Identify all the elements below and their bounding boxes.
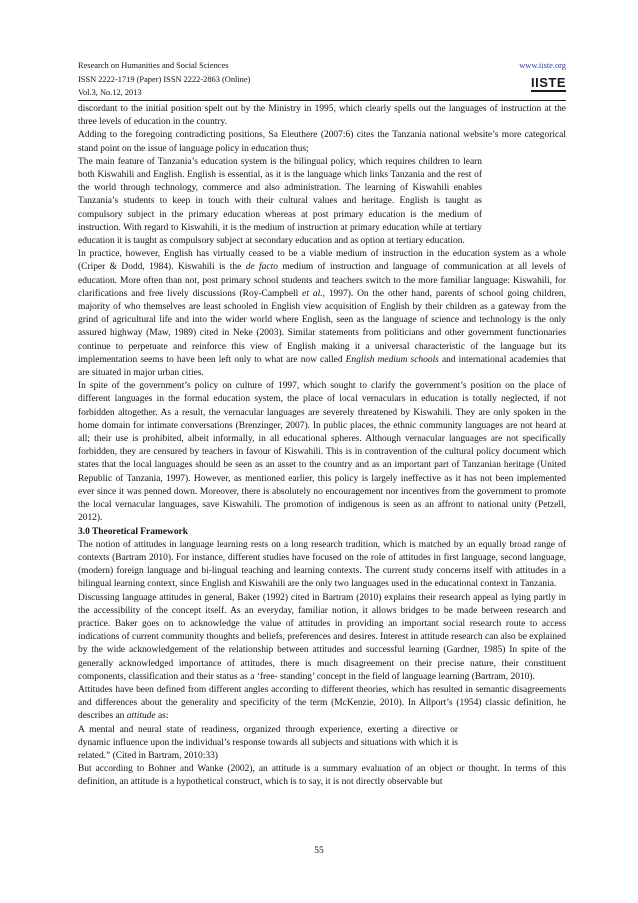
logo-text: IISTE: [530, 74, 566, 90]
page-number: 55: [314, 846, 324, 856]
issn-line: ISSN 2222-1719 (Paper) ISSN 2222-2863 (Online): [78, 74, 251, 84]
paragraph: discordant to the initial position spelt out by the Ministry in 1995, which clearly spells out the languages of instruction at the three levels of education in the country.: [78, 104, 566, 128]
logo-underline: [531, 90, 566, 92]
paragraph: The notion of attitudes in language learning rests on a long research tradition, which is matched by an equally broad range of contexts (Bartram 2010). For instance, different studies have focused on the role of attitudes in first language, second language, (modern) foreign language and bi-lingual teaching and learning contexts. The current study concerns itself with attitudes in a bilingual learning context, since English and Kiswahili are the only two languages used in the educational context in Tanzania.: [78, 539, 566, 590]
header-rule: [78, 100, 566, 101]
paragraph: In spite of the government’s policy on culture of 1997, which sought to clarify the government’s position on the place of different languages in the formal education system, the place of local vernaculars in education is totally neglected, if not forbidden altogether. As a result, the vernacular languages are severely threatened by Kiswahili. They are only spoken in the home domain for intimate conversations (Brenzinger, 2007). In public places, the ethnic community languages are not heard at all; their use is prohibited, albeit informally, in all educational spheres. Although vernacular languages are not specifically forbidden, they are censured by teachers in favour of Kiswahili. This is in contravention of the cultural policy document which states that the local languages should be seen as an asset to the country and as an important part of Tanzanian heritage (United Republic of Tanzania, 1997). However, as mentioned earlier, this policy is largely ineffective as it has not been implemented ever since it was penned down. Moreover, there is absolutely no encouragement nor incentives from the government to promote the local vernacular languages, save Kiswahili. The promotion of indigenous is seen as an affront to national unity (Petzell, 2012).: [78, 381, 566, 524]
article-body: [78, 103, 566, 790]
journal-url-link[interactable]: www.iiste.org: [519, 61, 566, 70]
paragraph: In practice, however, English has virtually ceased to be a viable medium of instruction in the education system as a whole (Criper & Dodd, 1984). Kiswahili is the de facto medium of instruction and language of communication at all levels of education. More often than not, post primary school students and teachers switch to the more familiar language: Kiswahili, for clarifications and free lively discussions (Roy-Campbell et al., 1997). On the other hand, parents of school going children, majority of who themselves are least schooled in English view acquisition of English by their children as a gateway from the grind of agricultural life and into the wider world where English, seen as the language of science and technology is the only assured highway (Maw, 1989) cited in Neke (2003). Similar statements from politicians and other government functionaries continue to perpetuate and reinforce this view of English making it a universal characteristic of the language but its implementation seems to have been left only to what are now called English medium schools and international academies that are situated in major urban cities.: [78, 249, 566, 379]
paragraph: Adding to the foregoing contradicting positions, Sa Eleuthere (2007:6) cites the Tanzania national website’s more categorical stand point on the issue of language policy in education thus;: [78, 130, 566, 154]
emphasis: attitude: [126, 711, 156, 722]
paragraph: Discussing language attitudes in general, Baker (1992) cited in Bartram (2010) explains their research appeal as lying partly in the accessibility of the concept itself. As an everyday, familiar notion, it allows bridges to be made between research and practice. Baker goes on to acknowledge the value of attitudes in providing an important social research route to access indications of current community thoughts and beliefs, preferences and desires. Interest in attitude research can also be explained by the wide acknowledgement of the relationship between attitudes and successful learning (Gardner, 1985) In spite of the generally acknowledged importance of attitudes, there is much disagreement on their precise nature, their constituent components, classification and their status as a ‘free- standing’ concept in the field of language learning (Bartram, 2010).: [78, 592, 566, 682]
paragraph: Attitudes have been defined from different angles according to different theories, which has resulted in semantic disagreements and differences about the generality and specificity of the term (McKenzie, 2010). In Allport’s (1954) classic definition, he describes an attitude as:: [78, 684, 566, 722]
iiste-logo: [531, 76, 566, 93]
volume-line: Vol.3, No.12, 2013: [78, 88, 142, 97]
paragraph: But according to Bohner and Wanke (2002), an attitude is a summary evaluation of an object or thought. In terms of this definition, an attitude is a hypothetical construct, which is to say, it is not directly observable but: [78, 764, 566, 788]
block-quote: The main feature of Tanzania’s education system is the bilingual policy, which requires children to learn both Kiswahili and English. English is essential, as it is the language which links Tanzania and the rest of the world through technology, commerce and also administration. The learning of Kiswahili enables Tanzania’s students to keep in touch with their cultural values and heritage. English is taught as compulsory subject in the primary education whereas at post primary education is the medium of instruction. With regard to Kiswahili, it is the medium of instruction at primary education while at tertiary education it is taught as compulsory subject at secondary education and as option at tertiary education.: [78, 156, 482, 247]
journal-name: Research on Humanities and Social Sciences: [78, 61, 229, 70]
journal-header: [78, 59, 250, 100]
section-heading: 3.0 Theoretical Framework: [78, 526, 188, 537]
emphasis: English medium schools: [345, 354, 439, 365]
emphasis: de facto: [245, 262, 278, 273]
emphasis: et al.,: [302, 288, 325, 299]
journal-header-right: [519, 59, 566, 92]
block-quote: A mental and neural state of readiness, organized through experience, exerting a directive or dynamic influence upon the individual’s response towards all subjects and situations with which it is related.” (Cited in Bartram, 2010:33): [78, 724, 458, 761]
